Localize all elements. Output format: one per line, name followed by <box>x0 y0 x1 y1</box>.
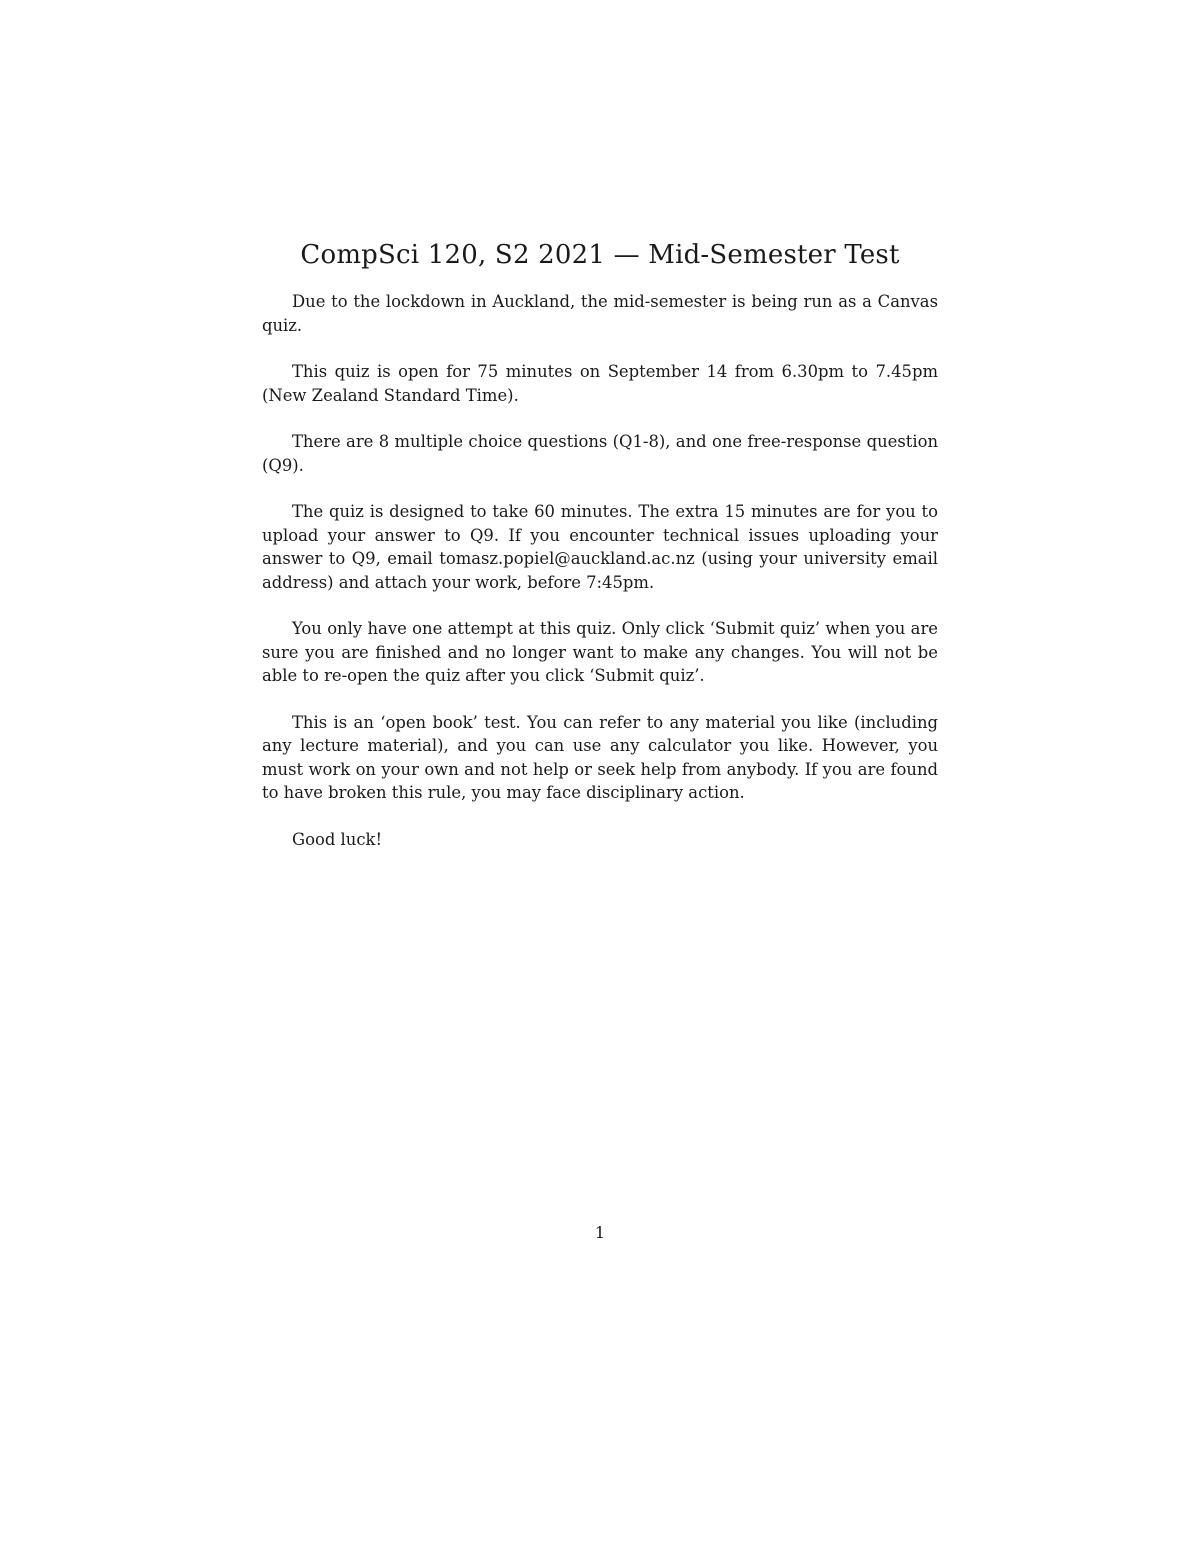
page-number: 1 <box>594 1223 606 1242</box>
paragraph-good-luck: Good luck! <box>292 829 383 849</box>
paragraph-quiz-timing: This quiz is open for 75 minutes on September 14 from 6.30pm to 7.45pm (New Zealand Standard Time). <box>262 362 938 405</box>
paragraph-open-book-rules: This is an ‘open book’ test. You can refer to any material you like (including any lecture material), and you can use any calculator you like. However, you must work on your own and not help or seek help from anybody. If you are found to have broken this rule, you may face disciplinary action. <box>262 712 938 802</box>
instructions-body <box>262 290 938 874</box>
paragraph-upload-instructions: The quiz is designed to take 60 minutes. The extra 15 minutes are for you to upload your answer to Q9. If you encounter technical issues uploading your answer to Q9, email tomasz.popiel@auckland.ac.nz (using your university email address) and attach your work, before 7:45pm. <box>262 502 938 592</box>
page-title: CompSci 120, S2 2021 — Mid-Semester Test <box>300 240 900 270</box>
paragraph-question-count: There are 8 multiple choice questions (Q1-8), and one free-response question (Q9). <box>262 432 938 475</box>
paragraph-single-attempt: You only have one attempt at this quiz. Only click ‘Submit quiz’ when you are sure you are finished and no longer want to make any changes. You will not be able to re-open the quiz after you click ‘Submit quiz’. <box>262 619 938 685</box>
paragraph-lockdown-notice: Due to the lockdown in Auckland, the mid-semester is being run as a Canvas quiz. <box>262 292 938 335</box>
